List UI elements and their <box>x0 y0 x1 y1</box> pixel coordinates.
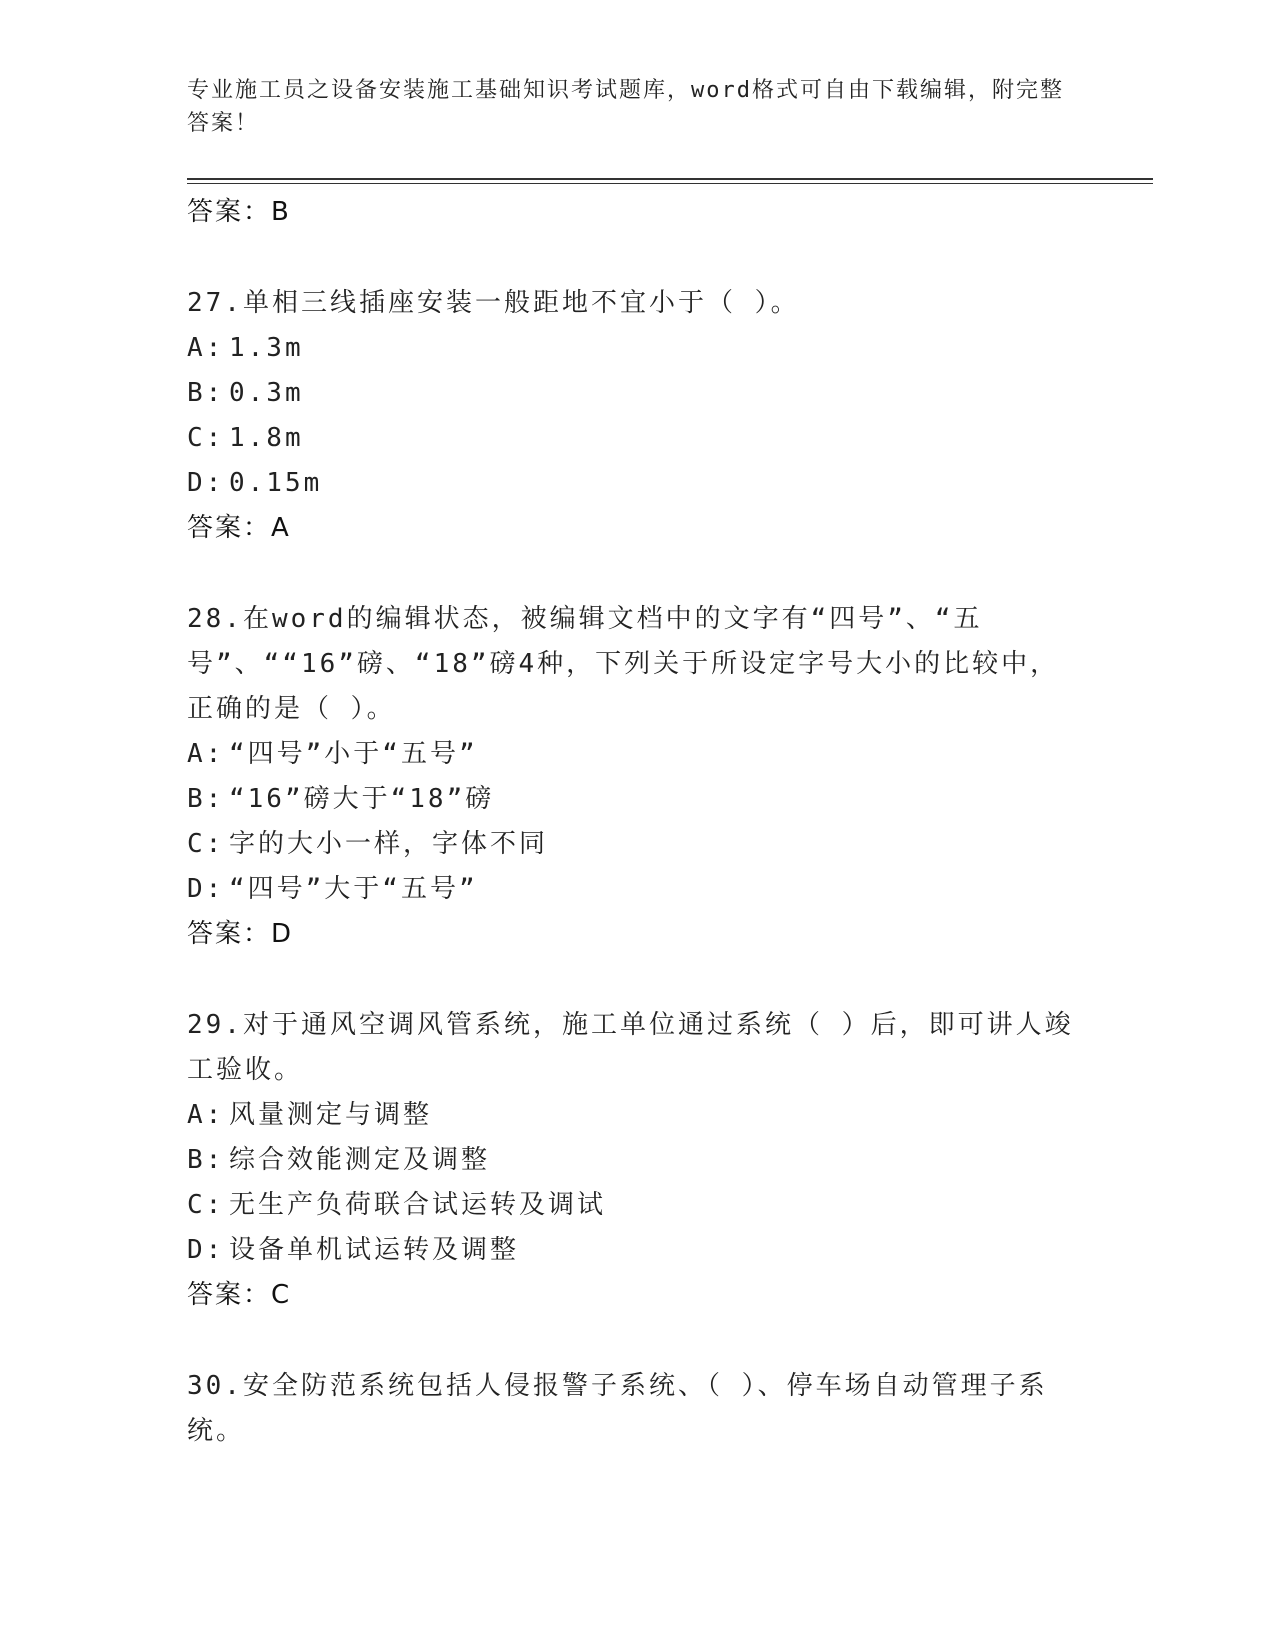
option-letter: A: <box>187 1100 225 1130</box>
option-text: “四号”大于“五号” <box>229 874 478 904</box>
option-text: 1.8m <box>229 423 304 453</box>
question-text: 29.对于通风空调风管系统，施工单位通过系统（ ）后，即可讲人竣工验收。 <box>187 1010 1074 1085</box>
option-a <box>187 732 1087 777</box>
option-a <box>187 326 1087 371</box>
answer-line: 答案：B <box>187 197 291 227</box>
option-letter: D: <box>187 1235 225 1265</box>
option-letter: B: <box>187 378 225 408</box>
option-b <box>187 777 1087 822</box>
option-d <box>187 867 1087 912</box>
option-text: 无生产负荷联合试运转及调试 <box>229 1190 607 1220</box>
question-27 <box>187 281 1087 551</box>
option-letter: B: <box>187 1145 225 1175</box>
option-text: 综合效能测定及调整 <box>229 1145 491 1175</box>
question-text: 27.单相三线插座安装一般距地不宜小于（ ）。 <box>187 288 800 318</box>
option-c <box>187 416 1087 461</box>
question-text: 30.安全防范系统包括人侵报警子系统、（ ）、停车场自动管理子系统。 <box>187 1371 1048 1446</box>
option-text: 1.3m <box>229 333 304 363</box>
option-letter: A: <box>187 739 225 769</box>
option-letter: A: <box>187 333 225 363</box>
question-list <box>187 190 1087 1454</box>
question-28 <box>187 597 1087 957</box>
option-b <box>187 1138 1087 1183</box>
option-text: “16”磅大于“18”磅 <box>229 784 495 814</box>
option-b <box>187 371 1087 416</box>
option-letter: C: <box>187 829 225 859</box>
option-letter: C: <box>187 423 225 453</box>
option-letter: C: <box>187 1190 225 1220</box>
option-text: 0.15m <box>229 468 323 498</box>
question-29 <box>187 1003 1087 1318</box>
option-c <box>187 822 1087 867</box>
option-d <box>187 1228 1087 1273</box>
option-text: 设备单机试运转及调整 <box>229 1235 520 1265</box>
option-text: 风量测定与调整 <box>229 1100 433 1130</box>
page-header: 专业施工员之设备安装施工基础知识考试题库，word格式可自由下载编辑，附完整答案！ <box>187 78 1064 136</box>
answer-line: 答案：D <box>187 919 294 949</box>
option-letter: D: <box>187 874 225 904</box>
question-30 <box>187 1364 1087 1454</box>
answer-line: 答案：A <box>187 513 291 543</box>
option-d <box>187 461 1087 506</box>
option-text: 字的大小一样，字体不同 <box>229 829 549 859</box>
option-c <box>187 1183 1087 1228</box>
header-rule-thin <box>187 183 1153 184</box>
option-letter: B: <box>187 784 225 814</box>
answer-line: 答案：C <box>187 1280 292 1310</box>
option-text: 0.3m <box>229 378 304 408</box>
question-text: 28.在word的编辑状态，被编辑文档中的文字有“四号”、“五号”、““16”磅、“18”磅4种，下列关于所设定字号大小的比较中，正确的是（ ）。 <box>187 604 1060 724</box>
option-text: “四号”小于“五号” <box>229 739 478 769</box>
header-rule-thick <box>187 178 1153 180</box>
option-a <box>187 1093 1087 1138</box>
option-letter: D: <box>187 468 225 498</box>
